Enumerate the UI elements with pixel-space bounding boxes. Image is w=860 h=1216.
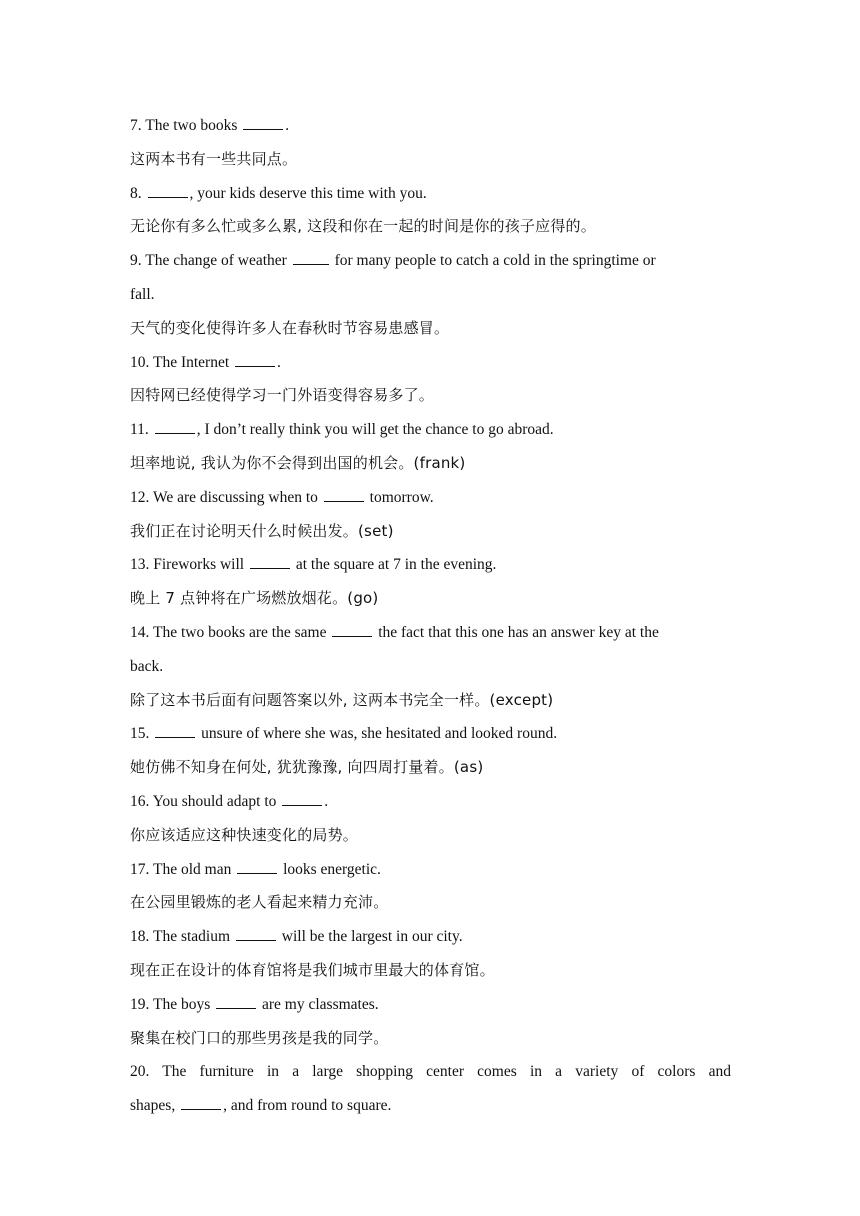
answer-blank[interactable] xyxy=(155,419,195,434)
question-text: , and from round to square. xyxy=(223,1097,392,1115)
question-text: the fact that this one has an answer key at the xyxy=(378,623,659,641)
question-number: 7. xyxy=(130,117,142,134)
question-text: at the square at 7 in the evening. xyxy=(295,556,497,574)
question-text: You should adapt to xyxy=(152,792,277,810)
answer-blank[interactable] xyxy=(332,622,372,637)
question-9 xyxy=(130,244,731,278)
question-text: The old man xyxy=(152,860,232,878)
translation-9: 天气的变化使得许多人在春秋时节容易患感冒。 xyxy=(130,318,450,337)
question-number: 12. xyxy=(130,488,150,506)
question-text: The two books are the same xyxy=(152,623,327,641)
answer-blank[interactable] xyxy=(250,554,290,569)
question-11 xyxy=(130,413,731,447)
translation-18: 现在正在设计的体育馆将是我们城市里最大的体育馆。 xyxy=(130,960,495,979)
answer-blank[interactable] xyxy=(236,926,276,941)
question-20 xyxy=(130,1055,731,1089)
translation-12: 我们正在讨论明天什么时候出发。(set) xyxy=(130,521,394,540)
question-number: 16. xyxy=(130,792,150,810)
translation-17: 在公园里锻炼的老人看起来精力充沛。 xyxy=(130,893,389,912)
question-12 xyxy=(130,481,731,515)
translation-10: 因特网已经使得学习一门外语变得容易多了。 xyxy=(130,386,435,405)
answer-blank[interactable] xyxy=(216,994,256,1009)
question-number: 9. xyxy=(130,252,142,270)
question-text: The two books xyxy=(145,117,238,134)
question-number: 17. xyxy=(130,860,150,878)
question-text: . xyxy=(285,117,290,134)
question-number: 20. xyxy=(130,1063,150,1081)
question-text: . xyxy=(277,353,281,371)
question-text: unsure of where she was, she hesitated and looked round. xyxy=(201,725,558,743)
question-text: for many people to catch a cold in the springtime or xyxy=(334,252,656,270)
question-19 xyxy=(130,988,731,1022)
translation-11: 坦率地说, 我认为你不会得到出国的机会。(frank) xyxy=(130,453,466,472)
question-8 xyxy=(130,177,731,211)
question-text: tomorrow. xyxy=(369,488,434,506)
question-number: 10. xyxy=(130,353,150,371)
question-17 xyxy=(130,853,731,887)
question-text: will be the largest in our city. xyxy=(281,928,463,946)
question-7 xyxy=(130,109,731,143)
question-text: We are discussing when to xyxy=(152,488,318,506)
question-14-continued: back. xyxy=(130,657,164,675)
question-18 xyxy=(130,920,731,954)
question-text: are my classmates. xyxy=(262,995,379,1013)
translation-19: 聚集在校门口的那些男孩是我的同学。 xyxy=(130,1028,389,1047)
question-text: , your kids deserve this time with you. xyxy=(189,184,427,202)
translation-8: 无论你有多么忙或多么累, 这段和你在一起的时间是你的孩子应得的。 xyxy=(130,217,596,236)
question-number: 11. xyxy=(130,421,149,439)
answer-blank[interactable] xyxy=(237,859,277,874)
question-14 xyxy=(130,616,731,650)
question-text: looks energetic. xyxy=(283,860,381,878)
question-number: 19. xyxy=(130,995,150,1013)
answer-blank[interactable] xyxy=(293,250,329,265)
question-number: 8. xyxy=(130,184,142,202)
document-page xyxy=(130,109,731,1123)
answer-blank[interactable] xyxy=(235,352,275,367)
answer-blank[interactable] xyxy=(282,791,322,806)
question-text: The furniture in a large shopping center comes in a variety of colors and xyxy=(162,1063,731,1081)
answer-blank[interactable] xyxy=(324,487,364,502)
question-number: 15. xyxy=(130,725,150,743)
question-text: The boys xyxy=(152,995,211,1013)
answer-blank[interactable] xyxy=(243,115,283,130)
translation-13: 晚上 7 点钟将在广场燃放烟花。(go) xyxy=(130,589,379,608)
question-9-continued: fall. xyxy=(130,285,155,303)
translation-7: 这两本书有一些共同点。 xyxy=(130,149,298,168)
question-number: 18. xyxy=(130,928,150,946)
question-number: 14. xyxy=(130,623,150,641)
question-text: The Internet xyxy=(152,353,230,371)
question-text: , I don’t really think you will get the chance to go abroad. xyxy=(196,421,554,439)
question-15 xyxy=(130,717,731,751)
answer-blank[interactable] xyxy=(155,723,195,738)
question-number: 13. xyxy=(130,556,150,574)
translation-15: 她仿佛不知身在何处, 犹犹豫豫, 向四周打量着。(as) xyxy=(130,758,484,777)
answer-blank[interactable] xyxy=(181,1095,221,1110)
translation-16: 你应该适应这种快速变化的局势。 xyxy=(130,825,359,844)
question-text: shapes, xyxy=(130,1097,176,1115)
question-13 xyxy=(130,548,731,582)
question-10 xyxy=(130,346,731,380)
question-text: The stadium xyxy=(152,928,231,946)
answer-blank[interactable] xyxy=(148,183,188,198)
question-text: Fireworks will xyxy=(153,556,245,574)
question-text: . xyxy=(324,792,329,810)
translation-14: 除了这本书后面有问题答案以外, 这两本书完全一样。(except) xyxy=(130,690,554,709)
question-16 xyxy=(130,785,731,819)
question-20-continued xyxy=(130,1089,731,1123)
question-text: The change of weather xyxy=(145,252,287,270)
